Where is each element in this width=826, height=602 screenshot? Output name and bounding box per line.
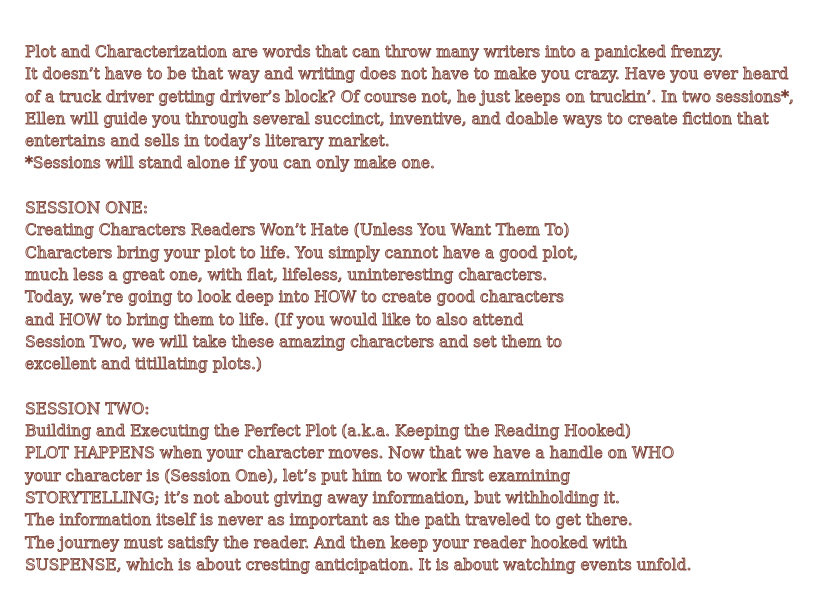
session-one-line: much less a great one, with flat, lifeless, uninteresting characters.: [25, 265, 548, 284]
intro-line: It doesn’t have to be that way and writing does not have to make you crazy. Have you ever heard: [25, 65, 789, 84]
session-two-line: SUSPENSE, which is about cresting anticipation. It is about watching events unfold.: [25, 555, 692, 574]
intro-line: Plot and Characterization are words that can throw many writers into a panicked frenzy.: [25, 43, 723, 61]
session-one-section: [25, 197, 815, 375]
session-one-title: Creating Characters Readers Won’t Hate (Unless You Want Them To): [25, 221, 570, 240]
intro-line: of a truck driver getting driver’s block? Of course not, he just keeps on truckin’. In two sessions*,: [25, 87, 794, 106]
session-one-line: and HOW to bring them to life. (If you would like to also attend: [25, 310, 524, 329]
session-two-line: PLOT HAPPENS when your character moves. Now that we have a handle on WHO: [25, 444, 675, 463]
session-one-line: excellent and titillating plots.): [25, 355, 262, 374]
intro-paragraph: [25, 41, 815, 175]
session-one-heading: SESSION ONE:: [25, 199, 149, 218]
session-two-line: The information itself is never as important as the path traveled to get there.: [25, 511, 633, 530]
session-two-line: The journey must satisfy the reader. And then keep your reader hooked with: [25, 533, 628, 552]
session-two-heading: SESSION TWO:: [25, 399, 150, 418]
paragraph-spacer: [25, 175, 815, 197]
session-one-line: Characters bring your plot to life. You simply cannot have a good plot,: [25, 243, 578, 262]
session-one-line: Session Two, we will take these amazing characters and set them to: [25, 332, 562, 351]
intro-line: entertains and sells in today’s literary market.: [25, 132, 390, 151]
session-two-section: [25, 398, 815, 576]
session-two-line: your character is (Session One), let’s put him to work first examining: [25, 466, 571, 485]
session-one-line: Today, we’re going to look deep into HOW to create good characters: [25, 288, 564, 307]
paragraph-spacer: [25, 375, 815, 397]
session-two-line: STORYTELLING; it’s not about giving away information, but withholding it.: [25, 488, 620, 507]
document-body: [25, 41, 815, 576]
sessions-note: *Sessions will stand alone if you can only make one.: [25, 154, 435, 173]
session-two-title: Building and Executing the Perfect Plot (a.k.a. Keeping the Reading Hooked): [25, 422, 631, 441]
intro-line: Ellen will guide you through several succinct, inventive, and doable ways to create fiction that: [25, 109, 769, 128]
